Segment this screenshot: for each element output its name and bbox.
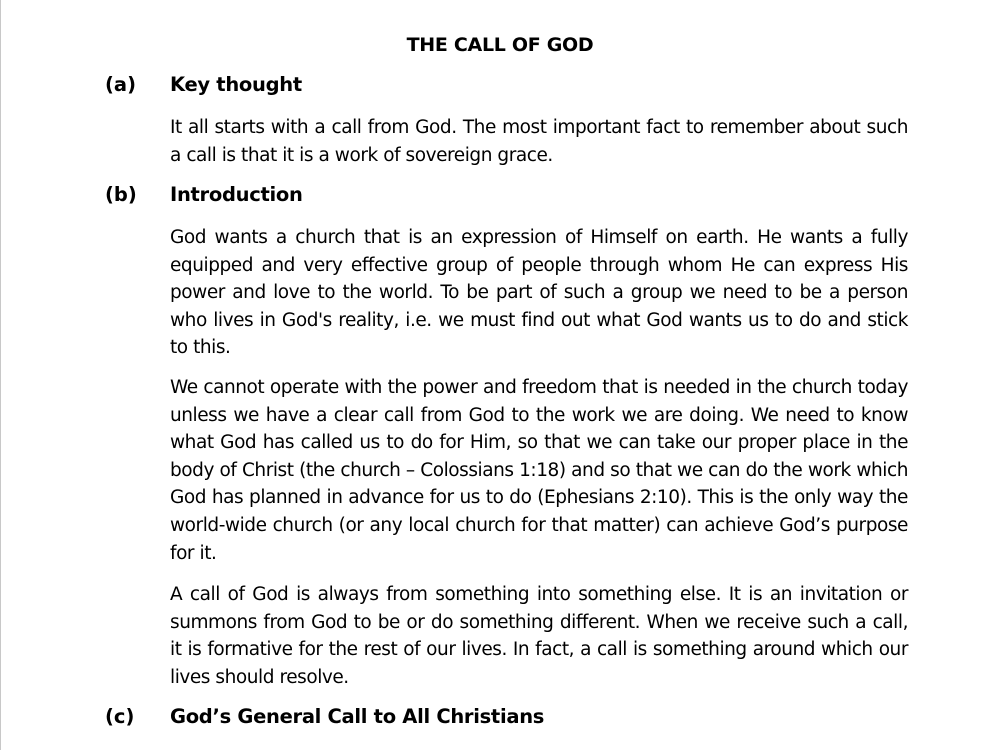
section-c-marker: (c) [105,705,135,728]
section-b-heading: Introduction [170,183,303,206]
section-b-marker: (b) [105,183,137,206]
section-b-paragraph-3: A call of God is always from something into something else. It is an invitation or summons from God to be or do something different. When we receive such a call, it is formative for the rest of our lives. In fact, a call is something around which our lives should resolve. [170,584,908,688]
section-b-paragraph-2: We cannot operate with the power and freedom that is needed in the church today unless we have a clear call from God to the work we are doing. We need to know what God has called us to do for Him, so that we can take our proper place in the body of Christ (the church – Colossians 1:18) and so that we can do the work which God has planned in advance for us to do (Ephesians 2:10). This is the only way the world-wide church (or any local church for that matter) can achieve God’s purpose for it. [170,377,908,564]
document-title: THE CALL OF GOD [406,34,594,56]
section-a-paragraph-1: It all starts with a call from God. The most important fact to remember about such a call is that it is a work of sovereign grace. [170,117,908,166]
section-c-heading: God’s General Call to All Christians [170,705,545,728]
section-b-paragraph-1: God wants a church that is an expression of Himself on earth. He wants a fully equipped and very effective group of people through whom He can express His power and love to the world. To be part of such a group we need to be a person who lives in God's reality, i.e. we must find out what God wants us to do and stick to this. [170,227,908,359]
section-a-marker: (a) [105,73,136,96]
section-a-heading: Key thought [170,73,302,96]
